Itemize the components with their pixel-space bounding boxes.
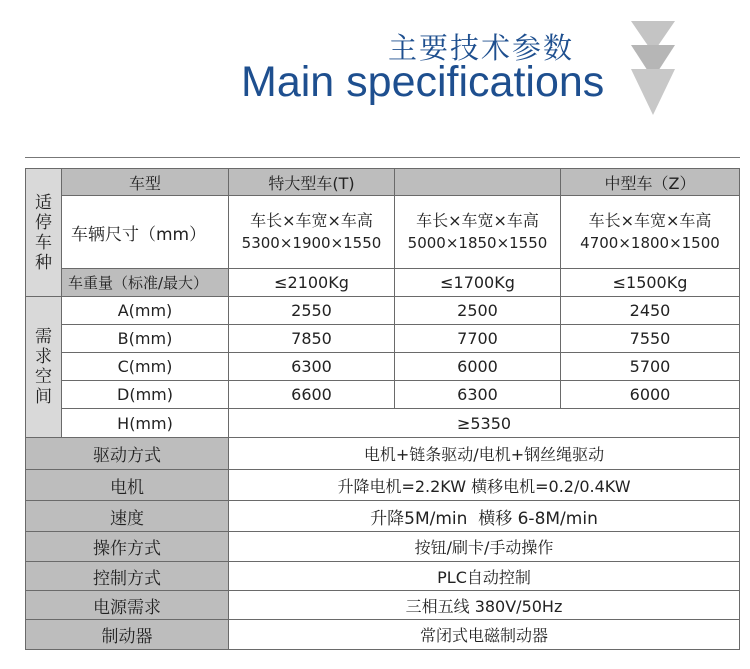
spec-value-cell: 三相五线 380V/50Hz [228, 590, 740, 620]
height-value-cell: ≥5350 [228, 408, 740, 438]
page-title-chinese: 主要技术参数 [388, 31, 575, 65]
spec-label-cell: 制动器 [25, 619, 229, 650]
dimension-value: 5300×1900×1550 [241, 234, 382, 252]
space-value-cell: 7550 [560, 324, 740, 353]
space-value-cell: 7850 [228, 324, 395, 353]
dimension-value: 5000×1850×1550 [407, 234, 548, 252]
dimension-value: 4700×1800×1500 [580, 234, 720, 252]
spec-value-cell: 升降电机=2.2KW 横移电机=0.2/0.4KW [228, 469, 740, 501]
spec-label-cell: 速度 [25, 500, 229, 532]
spec-value-cell: 常闭式电磁制动器 [228, 619, 740, 650]
group-a-char: 停 [35, 212, 52, 233]
space-label-cell: B(mm) [61, 324, 229, 353]
group-a-char: 种 [35, 252, 52, 273]
dimension-label-cell: 车辆尺寸（mm） [61, 195, 229, 269]
space-value-cell: 7700 [394, 324, 561, 353]
model-cell: 中型车（Z） [560, 168, 740, 196]
height-label-cell: H(mm) [61, 408, 229, 438]
space-value-cell: 6300 [228, 352, 395, 381]
space-value-cell: 6600 [228, 380, 395, 409]
dimension-heading: 车长×车宽×车高 [416, 211, 539, 230]
dimension-cell [394, 195, 561, 269]
downward-chevron-triangles-icon [628, 17, 678, 117]
group-a-char: 适 [35, 192, 52, 213]
page-title-english: Main specifications [241, 58, 605, 106]
spec-label-cell: 电机 [25, 469, 229, 501]
spec-value-cell: 升降5M/min 横移 6-8M/min [228, 500, 740, 532]
space-value-cell: 2550 [228, 296, 395, 325]
dimension-cell [228, 195, 395, 269]
space-value-cell: 6300 [394, 380, 561, 409]
group-a-char: 车 [35, 232, 52, 253]
group-b-char: 空 [35, 367, 52, 387]
model-cell: 特大型车(T) [228, 168, 395, 196]
model-cell [394, 168, 561, 196]
group-label-required-space [25, 296, 62, 438]
space-value-cell: 6000 [394, 352, 561, 381]
group-b-char: 求 [35, 347, 52, 367]
weight-cell: ≤2100Kg [228, 268, 395, 297]
dimension-heading: 车长×车宽×车高 [588, 211, 712, 230]
space-value-cell: 5700 [560, 352, 740, 381]
spec-label-cell: 控制方式 [25, 561, 229, 591]
space-value-cell: 2500 [394, 296, 561, 325]
space-label-cell: A(mm) [61, 296, 229, 325]
group-b-char: 需 [35, 327, 52, 347]
model-header-cell: 车型 [61, 168, 229, 196]
weight-cell: ≤1700Kg [394, 268, 561, 297]
dimension-heading: 车长×车宽×车高 [250, 211, 373, 230]
weight-label-cell: 车重量（标准/最大） [61, 268, 229, 297]
group-label-suitable-cars [25, 168, 62, 297]
spec-value-cell: 按钮/刷卡/手动操作 [228, 531, 740, 562]
space-value-cell: 6000 [560, 380, 740, 409]
spec-value-cell: 电机+链条驱动/电机+钢丝绳驱动 [228, 437, 740, 470]
spec-value-cell: PLC自动控制 [228, 561, 740, 591]
spec-label-cell: 电源需求 [25, 590, 229, 620]
spec-label-cell: 操作方式 [25, 531, 229, 562]
weight-cell: ≤1500Kg [560, 268, 740, 297]
divider-line [25, 157, 740, 158]
space-label-cell: C(mm) [61, 352, 229, 381]
space-value-cell: 2450 [560, 296, 740, 325]
space-label-cell: D(mm) [61, 380, 229, 409]
spec-label-cell: 驱动方式 [25, 437, 229, 470]
dimension-cell [560, 195, 740, 269]
group-b-char: 间 [35, 387, 52, 407]
